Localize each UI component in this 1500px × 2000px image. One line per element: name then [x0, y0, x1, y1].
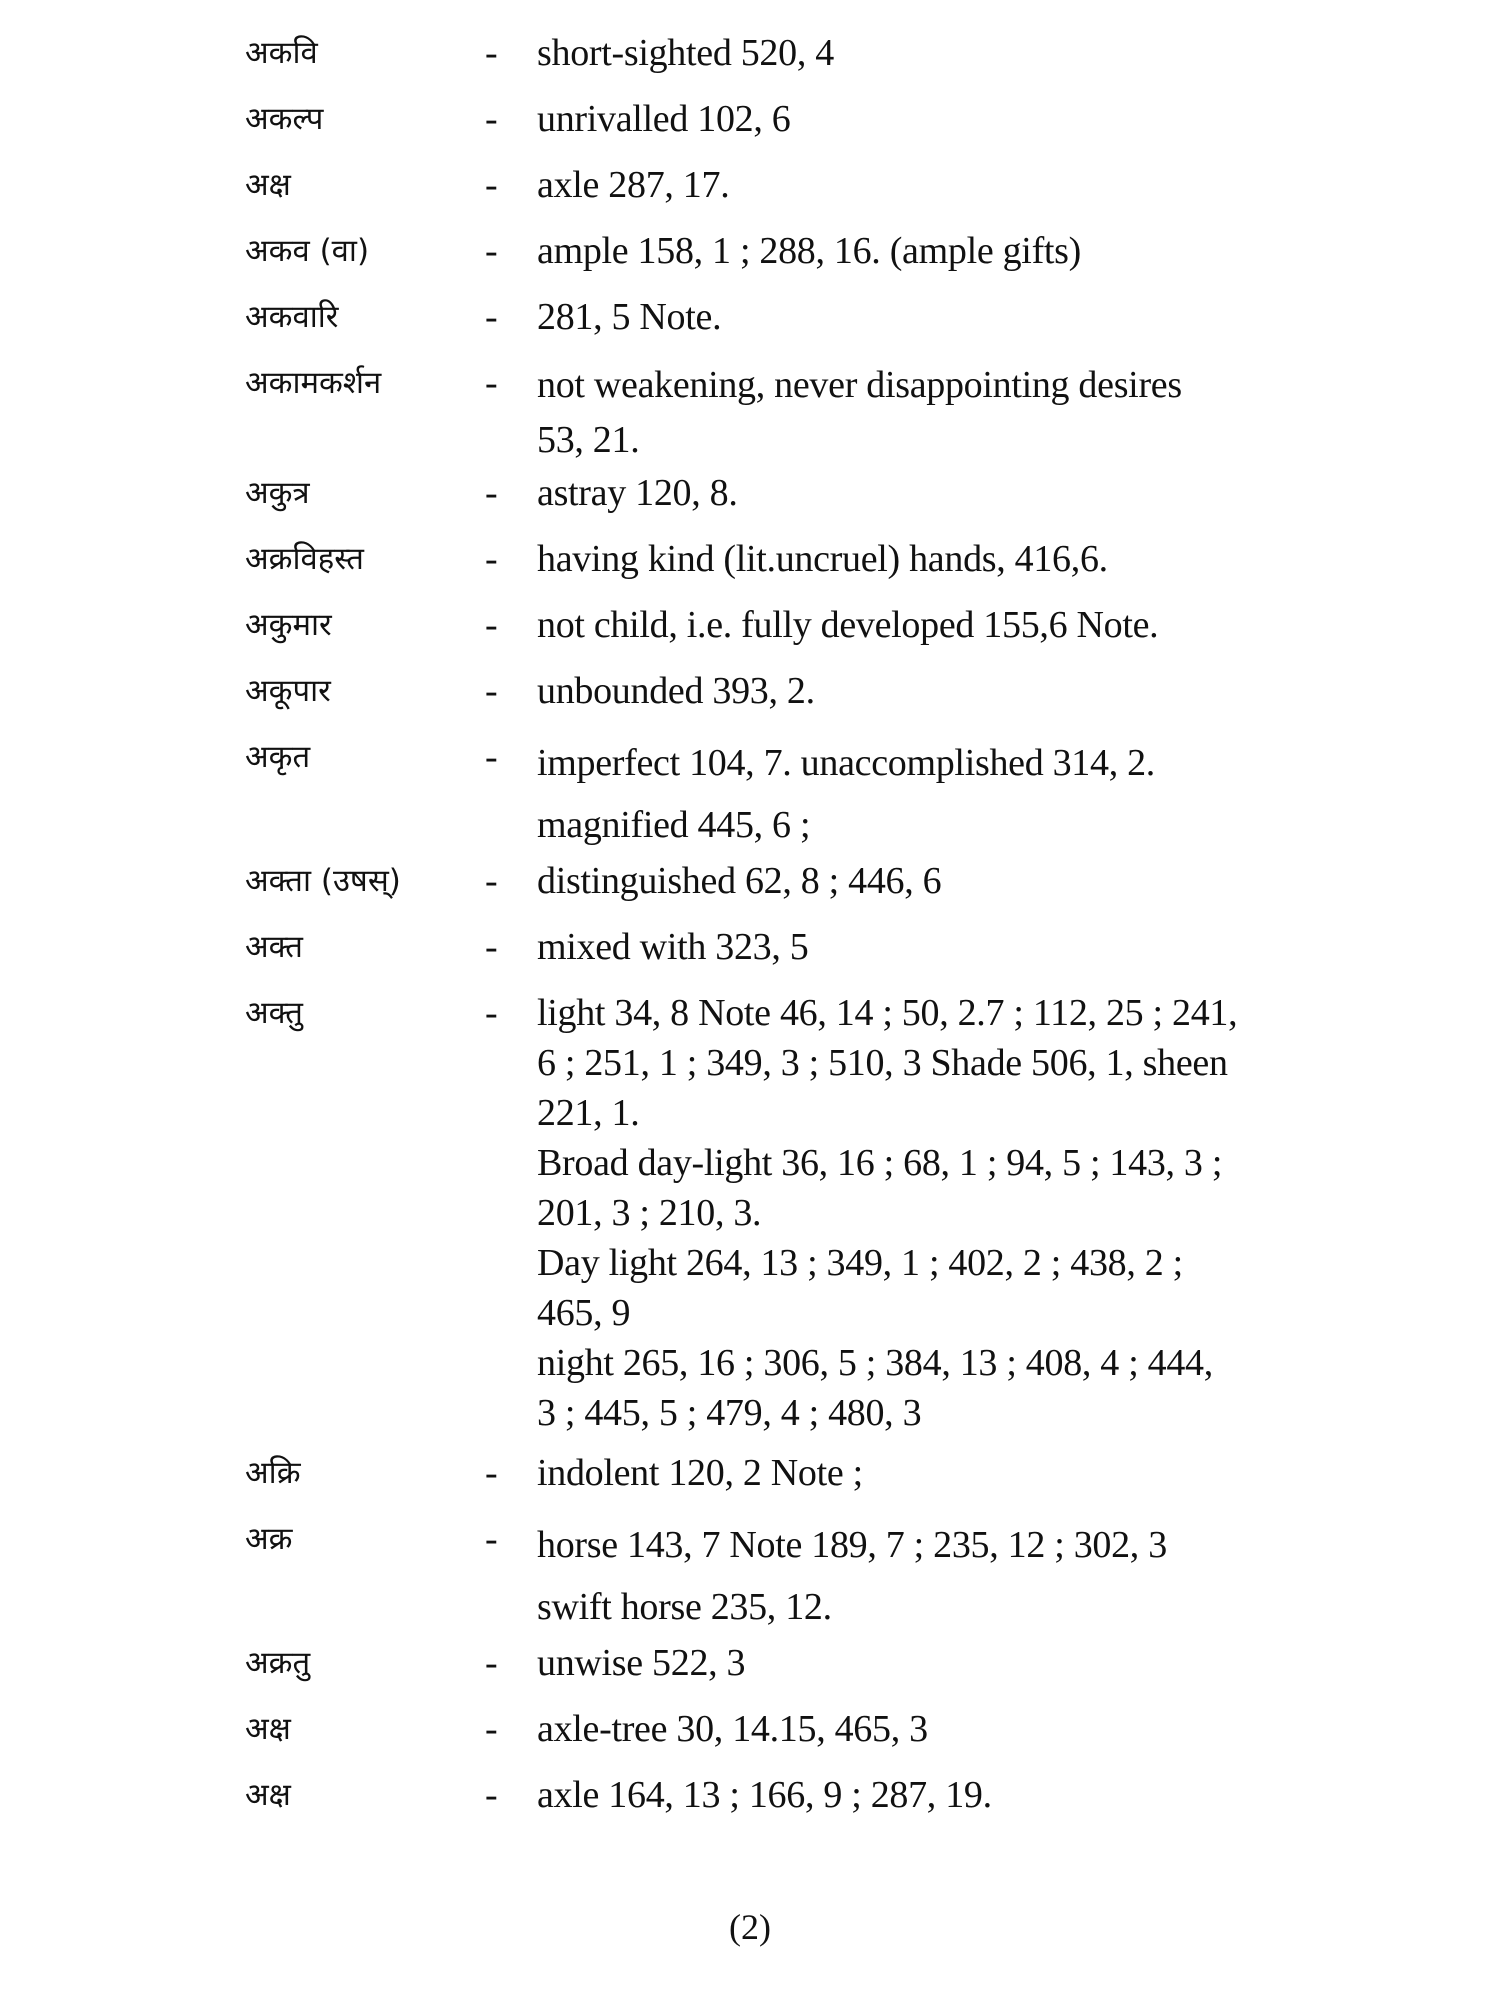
separator-dash: - [485, 670, 498, 712]
headword: अकूपार [245, 673, 331, 709]
headword: अकवि [245, 35, 318, 71]
definition-line: axle 164, 13 ; 166, 9 ; 287, 19. [537, 1774, 992, 1816]
definition [537, 1448, 1345, 1498]
glossary-entry [245, 358, 1345, 468]
glossary-entry [245, 856, 1345, 906]
definition-line: 53, 21. [537, 419, 640, 461]
separator-dash: - [485, 1452, 498, 1494]
definition [537, 600, 1345, 650]
separator-dash: - [485, 98, 498, 140]
definition-line: Broad day-light 36, 16 ; 68, 1 ; 94, 5 ; 143, 3 ; [537, 1142, 1223, 1184]
glossary-entry [245, 666, 1345, 716]
definition-line: indolent 120, 2 Note ; [537, 1452, 863, 1494]
glossary-list [245, 28, 1345, 1836]
headword: अकवारि [245, 299, 339, 335]
definition-line: imperfect 104, 7. unaccomplished 314, 2. [537, 742, 1156, 784]
separator-dash: - [485, 1708, 498, 1750]
glossary-entry [245, 1448, 1345, 1498]
glossary-entry [245, 468, 1345, 518]
glossary-entry [245, 160, 1345, 210]
definition-line: mixed with 323, 5 [537, 926, 809, 968]
headword: अक्रतु [245, 1645, 311, 1681]
definition [537, 1770, 1345, 1820]
definition-line: not child, i.e. fully developed 155,6 Note. [537, 604, 1159, 646]
headword: अक्ष [245, 1777, 291, 1813]
definition [537, 28, 1345, 78]
glossary-entry [245, 292, 1345, 342]
definition-line: 281, 5 Note. [537, 296, 722, 338]
definition [537, 358, 1345, 468]
glossary-entry [245, 94, 1345, 144]
definition-line: 6 ; 251, 1 ; 349, 3 ; 510, 3 Shade 506, 1, sheen [537, 1042, 1228, 1084]
definition-line: 465, 9 [537, 1292, 631, 1334]
glossary-entry [245, 1638, 1345, 1688]
definition-line: light 34, 8 Note 46, 14 ; 50, 2.7 ; 112, 25 ; 241, [537, 992, 1238, 1034]
glossary-entry [245, 534, 1345, 584]
definition [537, 292, 1345, 342]
definition-line: night 265, 16 ; 306, 5 ; 384, 13 ; 408, 4 ; 444, [537, 1342, 1213, 1384]
definition-line: unwise 522, 3 [537, 1642, 746, 1684]
headword: अक्ष [245, 1711, 291, 1747]
definition-line: horse 143, 7 Note 189, 7 ; 235, 12 ; 302, 3 [537, 1524, 1167, 1566]
glossary-entry [245, 28, 1345, 78]
headword: अकृत [245, 739, 311, 775]
definition-line: distinguished 62, 8 ; 446, 6 [537, 860, 942, 902]
headword: अकल्प [245, 101, 324, 137]
definition [537, 988, 1345, 1438]
headword: अक्ष [245, 167, 291, 203]
definition-line: having kind (lit.uncruel) hands, 416,6. [537, 538, 1108, 580]
definition [537, 160, 1345, 210]
definition [537, 732, 1345, 856]
glossary-entry [245, 1514, 1345, 1638]
definition [537, 468, 1345, 518]
headword: अक्ता (उषस्) [245, 863, 401, 899]
definition [537, 94, 1345, 144]
definition-line: unrivalled 102, 6 [537, 98, 791, 140]
glossary-entry [245, 922, 1345, 972]
definition [537, 1704, 1345, 1754]
headword: अकामकर्शन [245, 365, 382, 401]
separator-dash: - [485, 1774, 498, 1816]
definition-line: 201, 3 ; 210, 3. [537, 1192, 762, 1234]
definition [537, 666, 1345, 716]
separator-dash: - [485, 992, 498, 1034]
headword: अक्त [245, 929, 303, 965]
headword: अकुत्र [245, 475, 310, 511]
definition-line: not weakening, never disappointing desires [537, 364, 1182, 406]
separator-dash: - [485, 32, 498, 74]
headword: अकुमार [245, 607, 332, 643]
glossary-entry [245, 600, 1345, 650]
headword: अक्र [245, 1521, 293, 1557]
glossary-entry [245, 1704, 1345, 1754]
separator-dash: - [485, 164, 498, 206]
definition-line: short-sighted 520, 4 [537, 32, 834, 74]
separator-dash: - [485, 362, 498, 404]
separator-dash: - [485, 1642, 498, 1684]
definition [537, 1638, 1345, 1688]
separator-dash: - [485, 1518, 498, 1560]
separator-dash: - [485, 230, 498, 272]
headword: अक्रि [245, 1455, 301, 1491]
definition-line: unbounded 393, 2. [537, 670, 815, 712]
definition [537, 922, 1345, 972]
separator-dash: - [485, 926, 498, 968]
separator-dash: - [485, 296, 498, 338]
definition [537, 856, 1345, 906]
definition-line: astray 120, 8. [537, 472, 738, 514]
separator-dash: - [485, 860, 498, 902]
definition-line: magnified 445, 6 ; [537, 804, 811, 846]
separator-dash: - [485, 604, 498, 646]
glossary-entry [245, 732, 1345, 856]
definition-line: 221, 1. [537, 1092, 640, 1134]
page-number: (2) [729, 1907, 771, 1947]
definition-line: axle-tree 30, 14.15, 465, 3 [537, 1708, 928, 1750]
definition [537, 534, 1345, 584]
definition-line: axle 287, 17. [537, 164, 730, 206]
headword: अक्रविहस्त [245, 541, 364, 577]
separator-dash: - [485, 538, 498, 580]
definition-line: ample 158, 1 ; 288, 16. (ample gifts) [537, 230, 1082, 272]
separator-dash: - [485, 736, 498, 778]
definition [537, 226, 1345, 276]
definition-line: 3 ; 445, 5 ; 479, 4 ; 480, 3 [537, 1392, 922, 1434]
headword: अक्तु [245, 995, 303, 1031]
headword: अकव (वा) [245, 233, 370, 269]
separator-dash: - [485, 472, 498, 514]
glossary-entry [245, 226, 1345, 276]
glossary-entry [245, 1770, 1345, 1820]
definition-line: Day light 264, 13 ; 349, 1 ; 402, 2 ; 438, 2 ; [537, 1242, 1183, 1284]
definition [537, 1514, 1345, 1638]
glossary-entry [245, 988, 1345, 1438]
definition-line: swift horse 235, 12. [537, 1586, 832, 1628]
